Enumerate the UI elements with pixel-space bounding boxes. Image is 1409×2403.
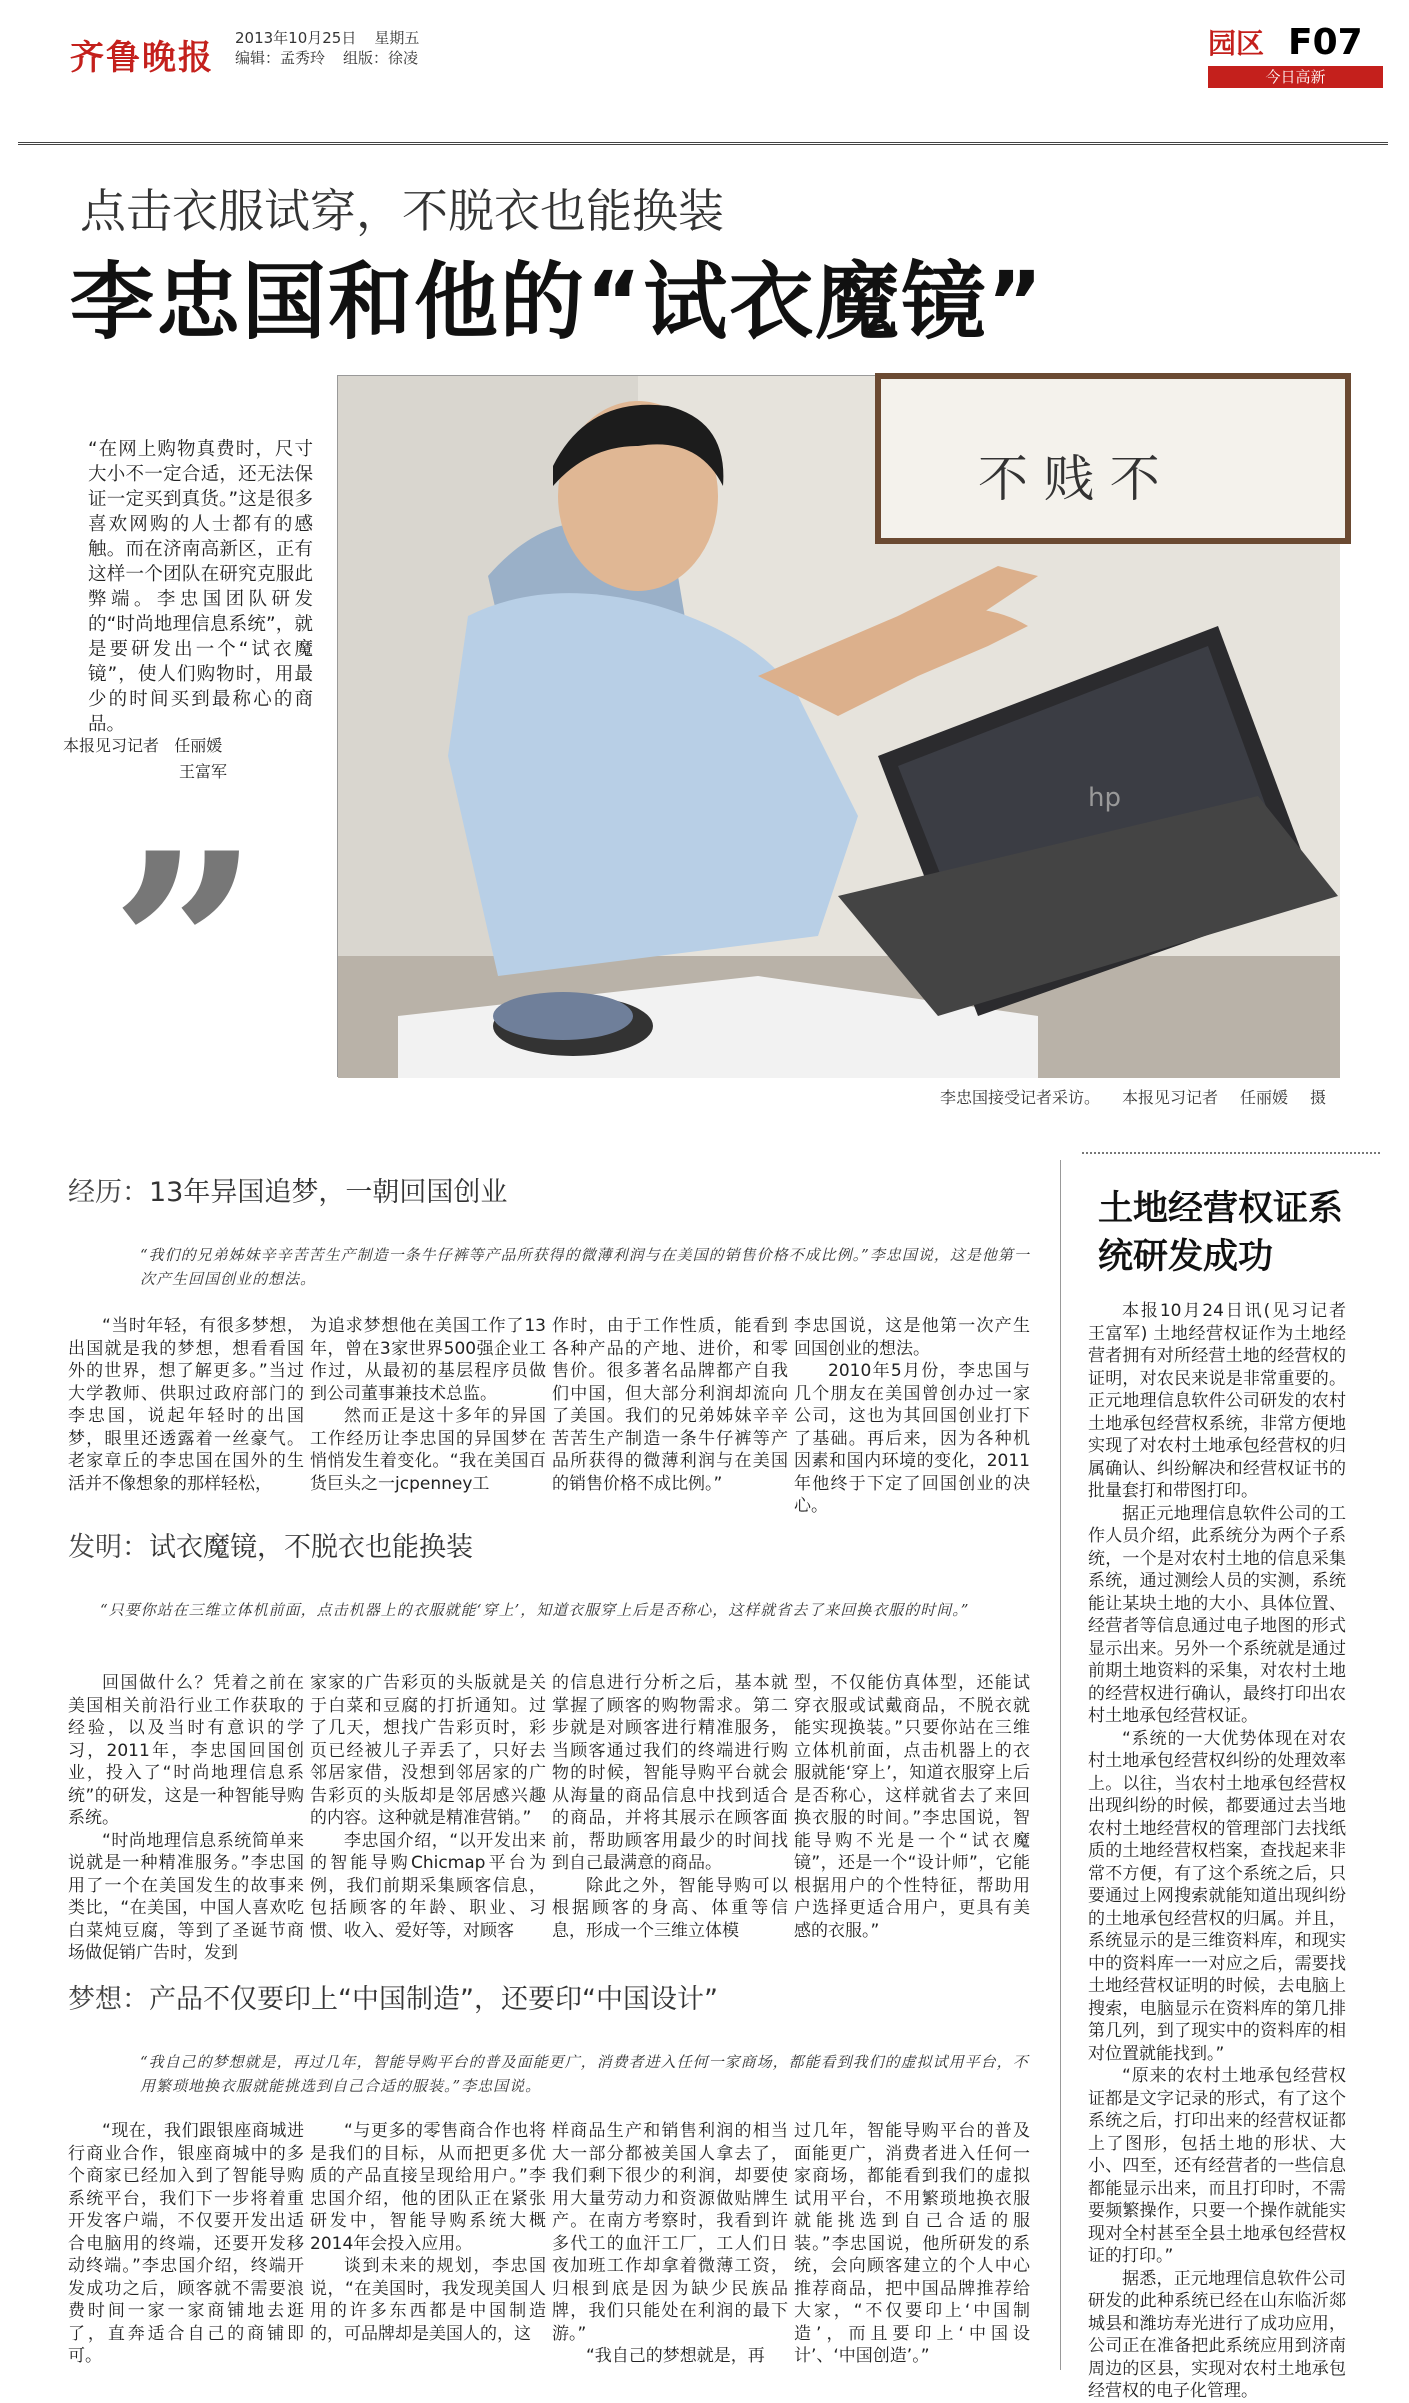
- pull-quote: “我自己的梦想就是，再过几年，智能导购平台的普及面能更广，消费者进入任何一家商场，都能看到我们的虚拟试用平台，不用繁琐地换衣服就能挑选到自己合适的服装。”李忠国说。: [140, 2053, 1029, 2095]
- sidebar-body: 本报10月24日讯(见习记者 王富军) 土地经营权证作为土地经营者拥有对所经营土地的经营权的证明，对农民来说是非常重要的。正元地理信息软件公司研发的农村土地承包经营权系统，非常方便地实现了对农村土地承包经营权的归属确认、纠纷解决和经营权证书的批量套打和带图打印。 据正元地理信息软件公司的工作人员介绍，此系统分为两个子系统，一个是对农村土地的信息采集系统，通过测绘人员的实测，系统能让某块土地的大小、具体位置、经营者等信息通过电子地图的形式显示出来。另外一个系统就是通过前期土地资料的采集，对农村土地的经营权进行确认，最终打印出农村土地承包经营权证。 “系统的一大优势体现在对农村土地承包经营权纠纷的处理效率上。以往，当农村土地承包经营权出现纠纷的时候，都要通过去当地农村土地经营权的管理部门去找纸质的土地经营权档案，查找起来非常不方便，有了这个系统之后，只要通过上网搜索就能知道出现纠纷的土地承包经营权的归属。并且，系统显示的是三维资料库，和现实中的资料库一一对应之后，需要找土地经营权证明的时候，去电脑上搜索，电脑显示在资料库的第几排第几列，到了现实中的资料库的相对位置就能找到。” “原来的农村土地承包经营权证都是文字记录的形式，有了这个系统之后，打印出来的经营权证都上了图形，包括土地的形状、大小、四至，还有经营者的一些信息都能显示出来，而且打印时，不需要频繁操作，只要一个操作就能实现对全村甚至全县土地承包经营权证的打印。” 据悉，正元地理信息软件公司研发的此种系统已经在山东临沂郯城县和潍坊寿光进行了成功应用，公司正在准备把此系统应用到济南周边的区县，实现对农村土地承包经营权的电子化管理。: [1088, 1301, 1346, 2401]
- body-column: 回国做什么？凭着之前在美国相关前沿行业工作获取的经验，以及当时有意识的学习，2011年，李忠国回国创业，投入了“时尚地理信息系统”的研发，这是一种智能导购系统。 “时尚地理信息系统简单来说就是一种精准服务。”李忠国用了一个在美国发生的故事来类比，“在美国，中国人喜欢吃白菜炖豆腐，等到了圣诞节商场做促销广告时，发到: [68, 1673, 304, 1963]
- body-column: “现在，我们跟银座商城进行商业合作，银座商城中的多个商家已经加入到了智能导购系统平台，我们下一步将着重开发客户端，不仅要开发出适合电脑用的终端，还要开发移动终端。”李忠国介绍，终端开发成功之后，顾客就不需要浪费时间一家一家商铺地去逛了，直奔适合自己的商铺即可。: [68, 2121, 304, 2366]
- caption-text: 李忠国接受记者采访。: [940, 1088, 1101, 1107]
- caption-credit-label: 本报见习记者: [1122, 1088, 1219, 1107]
- article-lede: “在网上购物真费时，尺寸大小不一定合适，还无法保证一定买到真货。”这是很多喜欢网购的人士都有的感触。而在济南高新区，正有这样一个团队在研究克服此弊端。李忠国团队研发的“时尚地理信息系统”，就是要研发出一个“试衣魔镜”，使人们购物时，用最少的时间买到最称心的商品。: [88, 439, 313, 735]
- body-column: 为追求梦想他在美国工作了13年，曾在3家世界500强企业工作过，从最初的基层程序员做到公司董事兼技术总监。 然而正是这十多年的异国工作经历让李忠国的异国梦在悄悄发生着变化。“我在美国百货巨头之一jcpenney工: [310, 1316, 546, 1494]
- photo-caption: [940, 1085, 1348, 1108]
- byline-name-2: 王富军: [179, 762, 228, 781]
- body-column: 的信息进行分析之后，基本就掌握了顾客的购物需求。第二步就是对顾客进行精准服务，当顾客通过我们的终端进行购物的时候，智能导购平台就会从海量的商品信息中找到适合的商品，并将其展示在顾客面前，帮助顾客用最少的时间找到自己最满意的商品。 除此之外，智能导购可以根据顾客的身高、体重等信息，形成一个三维立体模: [552, 1673, 788, 1941]
- decorative-quote-mark: ”: [110, 797, 260, 1102]
- section-label: 经历：: [68, 1177, 149, 1208]
- issue-meta: [235, 28, 437, 68]
- section-dream-heading: [68, 1977, 718, 2016]
- body-column: 样商品生产和销售利润的相当大一部分都被美国人拿去了，我们剩下很少的利润，却要使用大量劳动力和资源做贴牌生产。在南方考察时，我看到许多代工的血汗工厂，工人们日夜加班工作却拿着微薄工资，归根到底是因为缺少民族品牌，我们只能处在利润的最下游。” “我自己的梦想就是，再: [552, 2121, 788, 2366]
- sidebar-headline: 土地经营权证系统研发成功: [1098, 1189, 1344, 1277]
- issue-date: 2013年10月25日: [235, 29, 357, 47]
- section-title: 产品不仅要印上“中国制造”，还要印“中国设计”: [149, 1984, 718, 2015]
- section-label: 梦想：: [68, 1984, 149, 2015]
- body-column: 作时，由于工作性质，能看到各种产品的产地、进价，和零售价。很多著名品牌都产自我们中国，但大部分利润却流向了美国。我们的兄弟姊妹辛辛苦苦生产制造一条牛仔裤等产品所获得的微薄利润与在美国的销售价格不成比例。”: [552, 1316, 788, 1494]
- layout-credit: 组版：徐凌: [343, 49, 419, 67]
- sidebar-divider: [1060, 1160, 1061, 2370]
- article-headline: 李忠国和他的“试衣魔镜”: [70, 253, 1045, 351]
- byline-name-1: 任丽媛: [174, 736, 223, 755]
- pull-quote: “只要你站在三维立体机前面，点击机器上的衣服就能‘穿上’，知道衣服穿上后是否称心，这样就省去了来回换衣服的时间。”: [100, 1601, 970, 1619]
- article-byline: [63, 733, 227, 785]
- section-label: 发明：: [68, 1532, 149, 1563]
- body-column: 型，不仅能仿真体型，还能试穿衣服或试戴商品，不脱衣就能实现换装。”只要你站在三维立体机前面，点击机器上的衣服就能‘穿上’，知道衣服穿上后是否称心，这样就省去了来回换衣服的时间。”李忠国说，智能导购不光是一个“试衣魔镜”，还是一个“设计师”，它能根据用户的个性特征，帮助用户选择更适合用户，更具有美感的衣服。”: [794, 1673, 1030, 1941]
- calligraphy-text: 不 贱 不: [978, 450, 1160, 508]
- article-subtitle: 点击衣服试穿，不脱衣也能换装: [80, 184, 724, 238]
- column-name: 今日高新: [1208, 66, 1383, 88]
- body-column: 过几年，智能导购平台的普及面能更广，消费者进入任何一家商场，都能看到我们的虚拟试用平台，不用繁琐地换衣服就能挑选到自己合适的服装。”李忠国说，他所研发的系统，会向顾客建立的个人中心推荐商品，把中国品牌推荐给大家，“不仅要印上‘中国制造’，而且要印上‘中国设计’、‘中国创造’。”: [794, 2121, 1030, 2366]
- body-column: “与更多的零售商合作也将是我们的目标，从而把更多优质的产品直接呈现给用户。”李忠国介绍，他的团队正在紧张研发中，智能导购系统大概2014年会投入应用。 谈到未来的规划，李忠国说，“在美国时，我发现美国人用的许多东西都是中国制造的，可品牌却是美国人的，这: [310, 2121, 546, 2344]
- editor-credit: 编辑：孟秀玲: [235, 49, 326, 67]
- section-name: 园区: [1208, 27, 1265, 60]
- pull-quote: “我们的兄弟姊妹辛辛苦苦生产制造一条牛仔裤等产品所获得的微薄利润与在美国的销售价格不成比例。”李忠国说，这是他第一次产生回国创业的想法。: [140, 1246, 1030, 1288]
- photo-illustration: [338, 376, 1340, 1078]
- body-column: 家家的广告彩页的头版就是关于白菜和豆腐的打折通知。过了几天，想找广告彩页时，彩页已经被儿子弄丢了，只好去邻居家借，没想到邻居家的广告彩页的头版却是邻居感兴趣的内容。这种就是精准营销。” 李忠国介绍，“以开发出来的智能导购Chicmap平台为例，我们前期采集顾客信息，包括顾客的年龄、职业、习惯、收入、爱好等，对顾客: [310, 1673, 546, 1941]
- byline-label: 本报见习记者: [63, 736, 160, 755]
- issue-weekday: 星期五: [374, 29, 420, 47]
- header-rule: [18, 142, 1388, 145]
- section-invention-heading: [68, 1525, 473, 1564]
- laptop-brand: hp: [1088, 783, 1121, 813]
- section-experience-heading: [68, 1170, 507, 1209]
- body-column: 李忠国说，这是他第一次产生回国创业的想法。 2010年5月份，李忠国与几个朋友在美国曾创办过一家公司，这也为其回国创业打下了基础。再后来，因为各种机因素和国内环境的变化，2011年他终于下定了回国创业的决心。: [794, 1316, 1030, 1516]
- newspaper-logo: 齐鲁晚报: [70, 38, 214, 78]
- page-number: F07: [1288, 22, 1363, 63]
- caption-credit-name: 任丽媛: [1240, 1088, 1289, 1107]
- sidebar-top-rule: [1082, 1152, 1380, 1154]
- caption-credit-suffix: 摄: [1310, 1088, 1327, 1107]
- section-title: 试衣魔镜，不脱衣也能换装: [149, 1532, 473, 1563]
- section-title: 13年异国追梦，一朝回国创业: [149, 1177, 508, 1208]
- body-column: “当时年轻，有很多梦想，出国就是我的梦想，想看看国外的世界，想了解更多。”当过大学教师、供职过政府部门的李忠国，说起年轻时的出国梦，眼里还透露着一丝豪气。老家章丘的李忠国在国外的生活并不像想象的那样轻松，: [68, 1316, 304, 1494]
- interview-photo: [337, 375, 1339, 1077]
